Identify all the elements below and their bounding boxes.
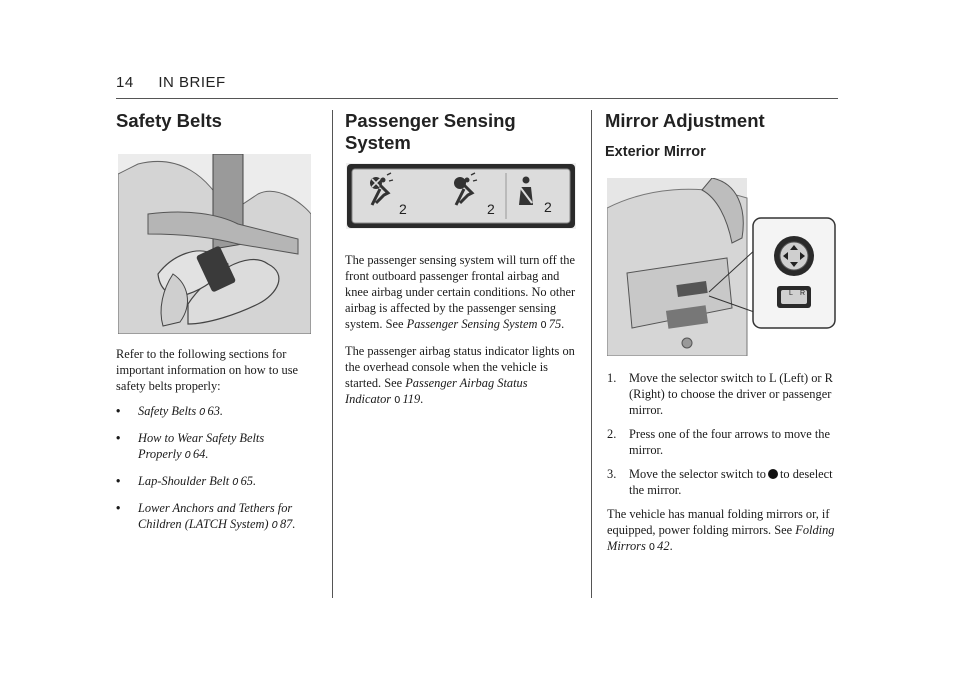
passenger-sensing-body [345, 252, 583, 409]
passenger-sensing-paragraph-1: The passenger sensing system will turn off the front outboard passenger frontal airbag and knee airbag under certain conditions. No other airbag is affected by the passenger sensing system. See Passenger Sensing System 0 75. [345, 253, 576, 331]
step-text: Move the selector switch to L (Left) or R (Right) to choose the driver or passenger mirror. [629, 371, 833, 417]
safety-belts-heading: Safety Belts [116, 110, 222, 131]
step-text: Press one of the four arrows to move the mirror. [629, 427, 830, 457]
reference-page: 64 [192, 447, 206, 461]
section-title: IN BRIEF [158, 74, 226, 91]
passenger-sensing-paragraph-2: The passenger airbag status indicator lights on the overhead console when the vehicle is started. See Passenger Airbag Status Indicator 0 119. [345, 344, 575, 406]
reference-link[interactable]: Passenger Airbag Status Indicator [345, 376, 528, 406]
safety-belt-illustration [118, 154, 311, 334]
page-reference-arrow-icon: 0 [199, 407, 206, 418]
mirror-adjustment-column [605, 110, 845, 160]
reference-page: 63 [207, 404, 220, 418]
panel-subscript: 2 [544, 199, 552, 215]
step-text-continued: to deselect the mirror. [629, 467, 833, 497]
mirror-control-illustration [607, 178, 837, 356]
page-reference-arrow-icon: 0 [540, 320, 547, 331]
airbag-status-panel [346, 163, 576, 229]
center-position-dot-icon [768, 469, 778, 479]
list-item[interactable]: • Safety Belts 0 63. [116, 404, 224, 418]
door-mirror-switch-icon [607, 178, 837, 356]
list-item[interactable]: • How to Wear Safety Belts Properly 0 64. [116, 431, 265, 461]
passenger-sensing-column [345, 110, 585, 154]
list-item [607, 466, 839, 498]
reference-link[interactable]: Safety Belts [138, 404, 197, 418]
reference-page: 119 [402, 392, 421, 406]
reference-link[interactable]: Folding Mirrors [607, 523, 835, 553]
bullet-icon: • [116, 431, 121, 445]
reference-link[interactable]: Lap-Shoulder Belt [138, 474, 230, 488]
list-item[interactable]: • Lap-Shoulder Belt 0 65. [116, 474, 257, 488]
safety-belts-body [116, 346, 321, 543]
switch-label-left: L [789, 290, 793, 297]
reference-link[interactable]: How to Wear Safety Belts Properly [138, 431, 265, 461]
bullet-icon: • [116, 501, 121, 515]
safety-belts-reference-list [116, 403, 321, 534]
column-divider-2 [591, 110, 592, 598]
bullet-icon: • [116, 404, 121, 418]
step-number: 1. [607, 371, 617, 385]
page-header [116, 74, 226, 91]
mirror-adjustment-heading: Mirror Adjustment [605, 110, 765, 131]
page-reference-arrow-icon: 0 [184, 450, 191, 461]
list-item [607, 426, 839, 458]
step-number: 3. [607, 467, 617, 481]
exterior-mirror-subheading: Exterior Mirror [605, 144, 706, 160]
page-number: 14 [116, 74, 134, 91]
page-reference-arrow-icon: 0 [271, 520, 278, 531]
reference-page: 75 [548, 317, 562, 331]
page-reference-arrow-icon: 0 [232, 477, 239, 488]
page-reference-arrow-icon: 0 [648, 542, 656, 553]
reference-link[interactable]: Lower Anchors and Tethers for Children (LATCH System) [138, 501, 293, 531]
mirror-steps-list [607, 370, 839, 498]
bullet-icon: • [116, 474, 121, 488]
safety-belts-intro: Refer to the following sections for important information on how to use safety belts properly: [116, 347, 299, 393]
column-divider-1 [332, 110, 333, 598]
reference-page: 87 [279, 517, 293, 531]
mirror-adjustment-body [607, 370, 839, 556]
safety-belts-column [116, 110, 321, 132]
header-rule [116, 98, 838, 99]
step-text: Move the selector switch to [629, 467, 766, 481]
step-number: 2. [607, 427, 617, 441]
seatbelt-buckle-icon [118, 154, 311, 334]
airbag-indicator-panel-icon [346, 163, 576, 229]
list-item[interactable]: • Lower Anchors and Tethers for Children (LATCH System) 0 87. [116, 501, 296, 531]
reference-page: 65 [240, 474, 253, 488]
panel-subscript: 2 [399, 201, 407, 217]
switch-label-right: R [800, 290, 806, 297]
folding-mirrors-paragraph: The vehicle has manual folding mirrors or, if equipped, power folding mirrors. See Folding Mirrors 0 42. [607, 507, 835, 553]
page-reference-arrow-icon: 0 [394, 395, 401, 406]
passenger-sensing-heading: Passenger Sensing System [345, 110, 516, 153]
reference-page: 42 [657, 539, 670, 553]
list-item [607, 370, 839, 418]
panel-subscript: 2 [487, 201, 495, 217]
reference-link[interactable]: Passenger Sensing System [406, 317, 538, 331]
